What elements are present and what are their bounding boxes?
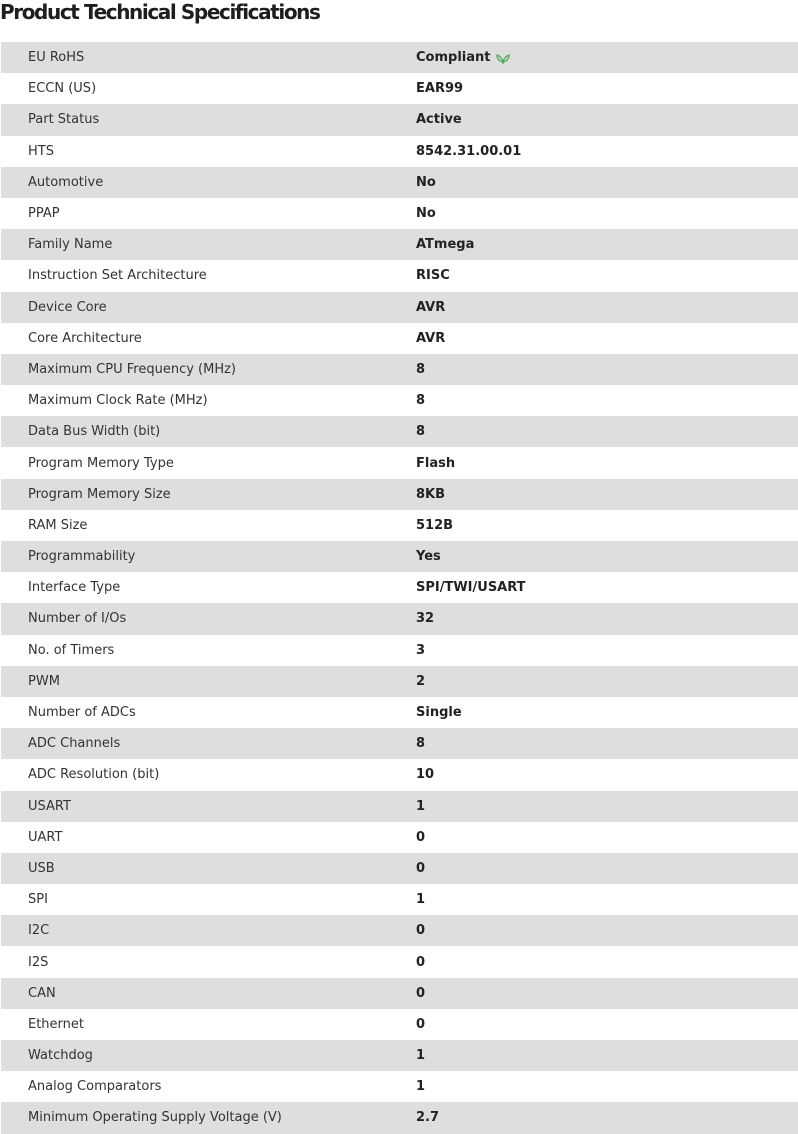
spec-label: Programmability (28, 549, 136, 565)
spec-row-4 (1, 136, 798, 167)
spec-row-22 (1, 697, 798, 728)
spec-label: Analog Comparators (28, 1079, 162, 1095)
spec-value (416, 861, 425, 876)
spec-value-text: 8542.31.00.01 (416, 143, 522, 159)
spec-value-text: 32 (416, 611, 435, 627)
spec-value-text: 0 (416, 985, 426, 1001)
spec-value (416, 487, 445, 502)
spec-label: CAN (28, 985, 56, 1001)
spec-value-text: ATmega (416, 237, 475, 253)
spec-label: Interface Type (28, 580, 121, 596)
spec-value (416, 955, 425, 970)
spec-label: Watchdog (28, 1048, 93, 1064)
spec-value (416, 1017, 425, 1032)
spec-value (416, 1048, 425, 1063)
spec-label: Instruction Set Architecture (28, 268, 207, 284)
spec-value (416, 268, 450, 283)
spec-row-23 (1, 728, 798, 759)
spec-label: SPI (28, 892, 48, 908)
spec-value-text: 2.7 (416, 1110, 440, 1126)
spec-value-text: 1 (416, 892, 426, 908)
spec-value (416, 674, 425, 689)
spec-value (416, 830, 425, 845)
spec-value-text: Yes (416, 549, 441, 565)
spec-label: Family Name (28, 237, 113, 253)
spec-value (416, 736, 425, 751)
spec-value (416, 206, 436, 221)
spec-label: Part Status (28, 112, 100, 128)
spec-row-29 (1, 915, 798, 946)
spec-row-26 (1, 822, 798, 853)
spec-value-text: No (416, 206, 436, 222)
spec-value-text: Single (416, 705, 462, 721)
spec-row-32 (1, 1009, 798, 1040)
spec-value (416, 611, 434, 626)
spec-row-17 (1, 541, 798, 572)
spec-label: No. of Timers (28, 642, 115, 658)
spec-value (416, 643, 425, 658)
spec-value (416, 986, 425, 1001)
spec-label: Core Architecture (28, 330, 142, 346)
page-title: Product Technical Specifications (0, 0, 320, 24)
spec-value-text: EAR99 (416, 81, 464, 97)
spec-row-34 (1, 1071, 798, 1102)
spec-value (416, 424, 425, 439)
spec-label: HTS (28, 143, 54, 159)
spec-row-12 (1, 385, 798, 416)
spec-value-text: 0 (416, 1016, 426, 1032)
spec-label: ECCN (US) (28, 81, 97, 97)
spec-label: Maximum CPU Frequency (MHz) (28, 361, 236, 377)
spec-value (416, 362, 425, 377)
spec-value-text: 8KB (416, 486, 446, 502)
spec-label: UART (28, 829, 63, 845)
spec-label: USB (28, 860, 55, 876)
spec-value-text: 8 (416, 736, 426, 752)
spec-label: Device Core (28, 299, 107, 315)
spec-value (416, 300, 445, 315)
spec-label: Number of ADCs (28, 705, 136, 721)
spec-label: Number of I/Os (28, 611, 127, 627)
spec-row-28 (1, 884, 798, 915)
spec-row-6 (1, 198, 798, 229)
spec-row-14 (1, 447, 798, 478)
spec-value-text: 8 (416, 361, 426, 377)
spec-label: Program Memory Type (28, 455, 174, 471)
spec-value-text: Flash (416, 455, 456, 471)
spec-value (416, 923, 425, 938)
spec-value-text: RISC (416, 268, 450, 284)
spec-row-13 (1, 416, 798, 447)
spec-value-text: 0 (416, 954, 426, 970)
spec-value (416, 175, 436, 190)
spec-row-35 (1, 1102, 798, 1133)
spec-value-text: 2 (416, 673, 426, 689)
spec-value-text: Active (416, 112, 462, 128)
spec-value-text: 1 (416, 1079, 426, 1095)
spec-value-text: 3 (416, 642, 426, 658)
spec-label: EU RoHS (28, 50, 85, 66)
spec-row-2 (1, 73, 798, 104)
spec-value (416, 393, 425, 408)
spec-value (416, 331, 445, 346)
spec-row-19 (1, 603, 798, 634)
spec-value (416, 1110, 439, 1125)
spec-label: PWM (28, 673, 60, 689)
spec-value-text: AVR (416, 330, 446, 346)
spec-row-9 (1, 292, 798, 323)
spec-row-5 (1, 167, 798, 198)
spec-value-text: 8 (416, 393, 426, 409)
spec-value-text: 0 (416, 923, 426, 939)
spec-row-27 (1, 853, 798, 884)
spec-row-16 (1, 510, 798, 541)
spec-value-text: Compliant (416, 50, 491, 66)
spec-table (1, 42, 798, 1134)
spec-row-18 (1, 572, 798, 603)
spec-value (416, 81, 463, 96)
spec-value (416, 799, 425, 814)
spec-value-text: 1 (416, 1048, 426, 1064)
spec-value (416, 112, 462, 127)
spec-value (416, 767, 434, 782)
spec-value-text: 512B (416, 517, 454, 533)
spec-label: PPAP (28, 206, 60, 222)
spec-label: ADC Resolution (bit) (28, 767, 160, 783)
spec-label: Program Memory Size (28, 486, 171, 502)
spec-row-7 (1, 229, 798, 260)
spec-value-text: No (416, 174, 436, 190)
spec-row-1 (1, 42, 798, 73)
spec-label: Data Bus Width (bit) (28, 424, 161, 440)
spec-value (416, 580, 526, 595)
spec-value (416, 549, 441, 564)
spec-row-33 (1, 1040, 798, 1071)
spec-value-text: 8 (416, 424, 426, 440)
spec-label: Automotive (28, 174, 104, 190)
spec-value-text: AVR (416, 299, 446, 315)
spec-row-21 (1, 666, 798, 697)
spec-row-10 (1, 323, 798, 354)
spec-value-text: 0 (416, 860, 426, 876)
spec-row-30 (1, 946, 798, 977)
spec-value (416, 237, 474, 252)
spec-value (416, 144, 521, 159)
spec-value-text: SPI/TWI/USART (416, 580, 526, 596)
spec-row-3 (1, 104, 798, 135)
spec-label: Maximum Clock Rate (MHz) (28, 393, 208, 409)
spec-value (416, 518, 453, 533)
spec-row-11 (1, 354, 798, 385)
spec-value (416, 50, 510, 65)
spec-value-text: 10 (416, 767, 435, 783)
spec-row-31 (1, 978, 798, 1009)
spec-label: USART (28, 798, 71, 814)
spec-label: Ethernet (28, 1016, 84, 1032)
spec-row-25 (1, 791, 798, 822)
spec-label: Minimum Operating Supply Voltage (V) (28, 1110, 282, 1126)
spec-value (416, 1079, 425, 1094)
leaf-icon (496, 52, 510, 64)
spec-row-8 (1, 260, 798, 291)
spec-value (416, 705, 462, 720)
spec-row-20 (1, 635, 798, 666)
spec-value-text: 0 (416, 829, 426, 845)
spec-label: RAM Size (28, 517, 88, 533)
spec-value-text: 1 (416, 798, 426, 814)
spec-value (416, 456, 455, 471)
spec-row-24 (1, 759, 798, 790)
spec-row-15 (1, 479, 798, 510)
spec-label: I2C (28, 923, 50, 939)
spec-label: I2S (28, 954, 49, 970)
spec-value (416, 892, 425, 907)
spec-label: ADC Channels (28, 736, 121, 752)
